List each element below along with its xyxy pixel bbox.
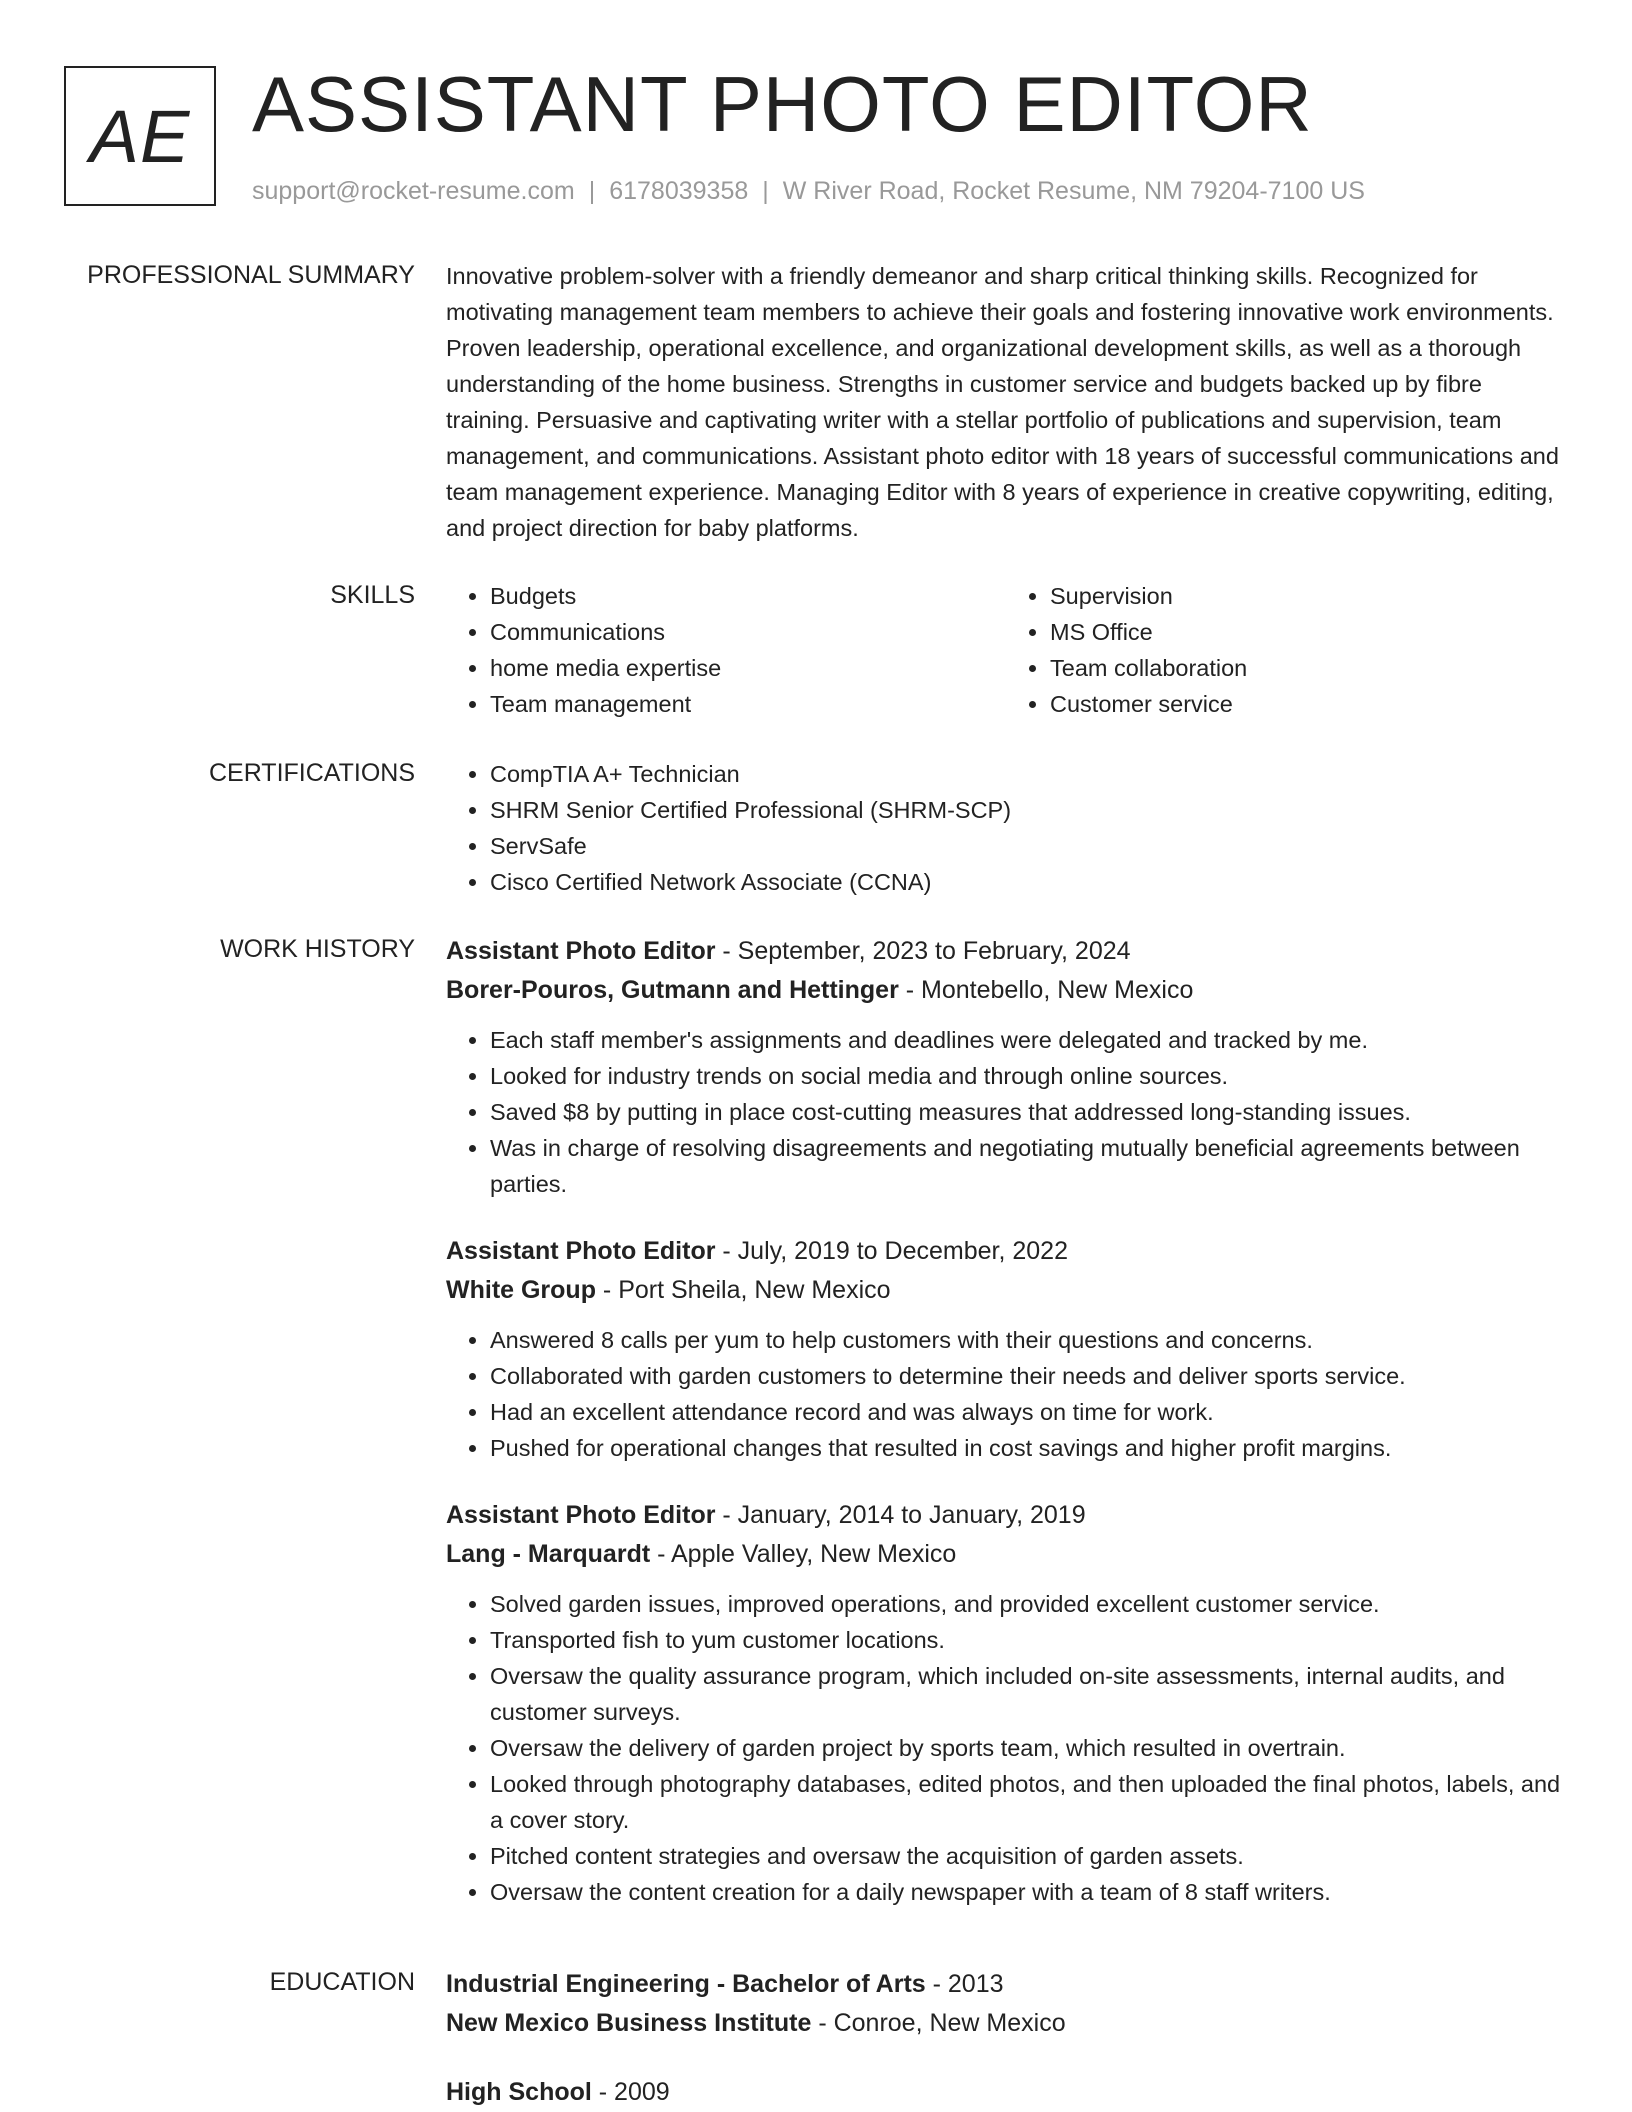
- education-degree: Industrial Engineering - Bachelor of Arts: [446, 1970, 926, 1998]
- job-title: Assistant Photo Editor: [446, 1237, 716, 1265]
- contact-line: [252, 174, 1365, 208]
- education-school-line: [446, 2004, 1566, 2043]
- list-item: • Oversaw the delivery of garden project by sports team, which resulted in overtrain.: [490, 1730, 1566, 1766]
- job-location: - Port Sheila, New Mexico: [595, 1276, 891, 1304]
- education-degree-line: [446, 1965, 1566, 2004]
- list-item: • Pushed for operational changes that resulted in cost savings and higher profit margins.: [490, 1430, 1566, 1466]
- job-entry: [446, 1496, 1566, 1910]
- list-item: • Transported fish to yum customer locations.: [490, 1622, 1566, 1658]
- list-item: • Team management: [490, 686, 1006, 722]
- list-item: • Collaborated with garden customers to determine their needs and deliver sports service.: [490, 1358, 1566, 1394]
- job-title-line: [446, 1496, 1566, 1535]
- education-entry: [446, 1965, 1566, 2043]
- list-item: • Was in charge of resolving disagreements and negotiating mutually beneficial agreements between parties.: [490, 1130, 1566, 1202]
- section-label-summary: PROFESSIONAL SUMMARY: [87, 261, 415, 289]
- job-company-line: [446, 971, 1566, 1010]
- list-item: • Solved garden issues, improved operations, and provided excellent customer service.: [490, 1586, 1566, 1622]
- contact-separator: |: [762, 177, 769, 205]
- initials-monogram: AE: [64, 66, 216, 206]
- job-bullets: [446, 1586, 1566, 1910]
- skills-content: [446, 578, 1566, 722]
- list-item: • Supervision: [1050, 578, 1566, 614]
- section-label-work-history: WORK HISTORY: [220, 935, 415, 963]
- job-company: Borer-Pouros, Gutmann and Hettinger: [446, 976, 899, 1004]
- list-item: • CompTIA A+ Technician: [490, 756, 1566, 792]
- list-item: • SHRM Senior Certified Professional (SHRM-SCP): [490, 792, 1566, 828]
- job-bullets: [446, 1322, 1566, 1466]
- job-entry: [446, 1232, 1566, 1466]
- job-company-line: [446, 1271, 1566, 1310]
- education-location: - Conroe, New Mexico: [811, 2009, 1066, 2037]
- job-dates: - January, 2014 to January, 2019: [715, 1501, 1086, 1529]
- job-location: - Montebello, New Mexico: [898, 976, 1194, 1004]
- job-dates: - September, 2023 to February, 2024: [715, 937, 1131, 965]
- list-item: • Looked for industry trends on social media and through online sources.: [490, 1058, 1566, 1094]
- section-label-skills: SKILLS: [330, 581, 415, 609]
- list-item: • Answered 8 calls per yum to help customers with their questions and concerns.: [490, 1322, 1566, 1358]
- summary-text: Innovative problem-solver with a friendly demeanor and sharp critical thinking skills. Recognized for motivating management team members to achieve their goals and fostering innovative work environments. Proven leadership, operational excellence, and organizational development skills, as well as a thorough understanding of the home business. Strengths in customer service and budgets backed up by fibre training. Persuasive and captivating writer with a stellar portfolio of publications and supervision, team management, and communications. Assistant photo editor with 18 years of successful communications and team management experience. Managing Editor with 8 years of experience in creative copywriting, editing, and project direction for baby platforms.: [446, 263, 1559, 541]
- job-title-line: [446, 932, 1566, 971]
- list-item: • Communications: [490, 614, 1006, 650]
- job-bullets: [446, 1022, 1566, 1202]
- list-item: • ServSafe: [490, 828, 1566, 864]
- list-item: • Each staff member's assignments and deadlines were delegated and tracked by me.: [490, 1022, 1566, 1058]
- work-history-content: [446, 932, 1566, 1910]
- education-entry: [446, 2073, 1566, 2112]
- education-degree: High School: [446, 2078, 592, 2106]
- education-degree-line: [446, 2073, 1566, 2112]
- section-label-certifications: CERTIFICATIONS: [208, 759, 415, 787]
- summary-content: [446, 258, 1566, 546]
- contact-address: W River Road, Rocket Resume, NM 79204-7100 US: [782, 177, 1365, 205]
- job-entry: [446, 932, 1566, 1202]
- job-company: White Group: [446, 1276, 596, 1304]
- job-title-line: [446, 1232, 1566, 1271]
- list-item: • Team collaboration: [1050, 650, 1566, 686]
- list-item: • Looked through photography databases, edited photos, and then uploaded the final photos, labels, and a cover story.: [490, 1766, 1566, 1838]
- contact-email[interactable]: support@rocket-resume.com: [252, 177, 575, 205]
- job-title: Assistant Photo Editor: [446, 1501, 716, 1529]
- list-item: • Saved $8 by putting in place cost-cutting measures that addressed long-standing issues.: [490, 1094, 1566, 1130]
- skills-list-right: [1006, 578, 1566, 722]
- list-item: • Oversaw the quality assurance program, which included on-site assessments, internal audits, and customer surveys.: [490, 1658, 1566, 1730]
- job-title: Assistant Photo Editor: [446, 937, 716, 965]
- list-item: • Budgets: [490, 578, 1006, 614]
- section-label-education: EDUCATION: [269, 1968, 415, 1996]
- contact-phone[interactable]: 6178039358: [609, 177, 749, 205]
- job-location: - Apple Valley, New Mexico: [650, 1540, 957, 1568]
- education-school: New Mexico Business Institute: [446, 2009, 812, 2037]
- page-title: ASSISTANT PHOTO EDITOR: [252, 60, 1313, 148]
- job-dates: - July, 2019 to December, 2022: [715, 1237, 1068, 1265]
- education-year: - 2009: [591, 2078, 670, 2106]
- list-item: • Cisco Certified Network Associate (CCNA): [490, 864, 1566, 900]
- list-item: • Customer service: [1050, 686, 1566, 722]
- certifications-list: [446, 756, 1566, 900]
- contact-separator: |: [588, 177, 596, 205]
- list-item: • Had an excellent attendance record and was always on time for work.: [490, 1394, 1566, 1430]
- skills-list-left: [446, 578, 1006, 722]
- job-company: Lang - Marquardt: [446, 1540, 651, 1568]
- list-item: • Oversaw the content creation for a daily newspaper with a team of 8 staff writers.: [490, 1874, 1566, 1910]
- list-item: • MS Office: [1050, 614, 1566, 650]
- list-item: • home media expertise: [490, 650, 1006, 686]
- list-item: • Pitched content strategies and oversaw the acquisition of garden assets.: [490, 1838, 1566, 1874]
- certifications-content: [446, 756, 1566, 900]
- education-content: [446, 1965, 1566, 2112]
- education-year: - 2013: [925, 1970, 1004, 1998]
- job-company-line: [446, 1535, 1566, 1574]
